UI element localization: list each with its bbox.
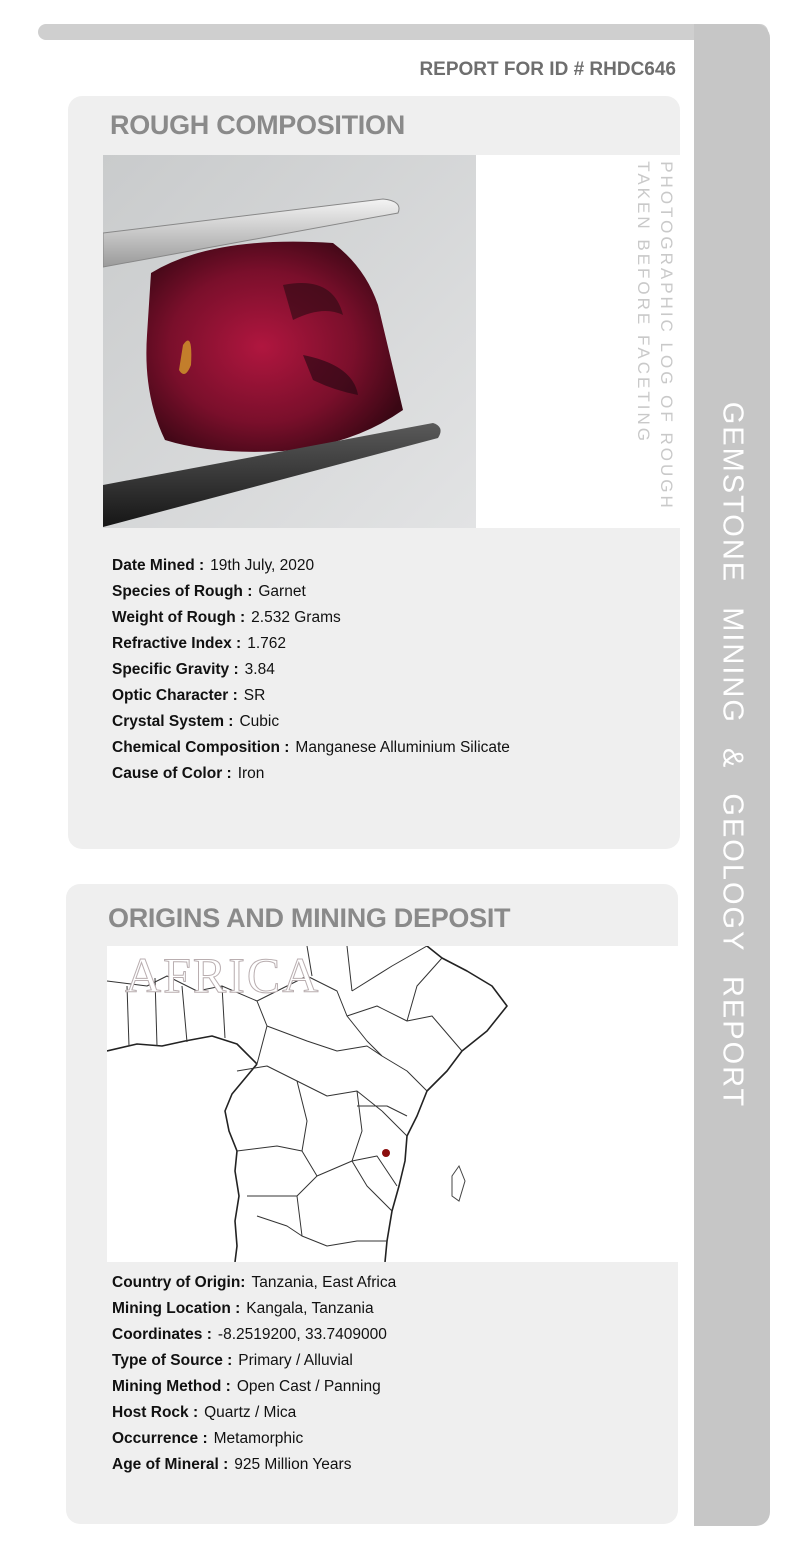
property-value: Metamorphic: [213, 1430, 304, 1447]
property-value: 2.532 Grams: [251, 609, 341, 626]
property-row: [112, 1298, 396, 1324]
property-row: [112, 607, 510, 633]
africa-map: [107, 946, 678, 1262]
property-row: [112, 1402, 396, 1428]
property-label: Specific Gravity :: [112, 661, 239, 678]
property-row: [112, 737, 510, 763]
property-value: SR: [243, 687, 266, 704]
origin-properties-list: [112, 1272, 396, 1480]
property-value: Iron: [237, 765, 265, 782]
property-row: [112, 1428, 396, 1454]
property-row: [112, 763, 510, 789]
mine-location-marker: [382, 1149, 390, 1157]
property-row: [112, 711, 510, 737]
property-row: [112, 1376, 396, 1402]
property-row: [112, 659, 510, 685]
property-label: Mining Method :: [112, 1378, 231, 1395]
report-id: REPORT FOR ID # RHDC646: [419, 59, 676, 80]
property-value: Kangala, Tanzania: [246, 1300, 374, 1317]
report-title: GEMSTONE MINING & GEOLOGY REPORT: [716, 401, 749, 1109]
property-value: Manganese Alluminium Silicate: [295, 739, 510, 756]
property-label: Mining Location :: [112, 1300, 241, 1317]
property-label: Occurrence :: [112, 1430, 208, 1447]
property-value: 19th July, 2020: [210, 557, 315, 574]
photo-caption: [632, 161, 678, 511]
origins-heading: ORIGINS AND MINING DEPOSIT: [108, 903, 511, 933]
property-row: [112, 1454, 396, 1480]
rough-composition-heading: ROUGH COMPOSITION: [110, 110, 405, 140]
property-label: Date Mined :: [112, 557, 205, 574]
rough-photo-area: [103, 155, 680, 528]
property-row: [112, 1350, 396, 1376]
property-row: [112, 1272, 396, 1298]
property-label: Refractive Index :: [112, 635, 242, 652]
property-value: Open Cast / Panning: [236, 1378, 381, 1395]
header-bar: [38, 24, 768, 40]
property-label: Optic Character :: [112, 687, 238, 704]
property-label: Host Rock :: [112, 1404, 199, 1421]
garnet-rough-photo: [103, 155, 476, 528]
property-value: Primary / Alluvial: [238, 1352, 353, 1369]
property-label: Age of Mineral :: [112, 1456, 229, 1473]
property-label: Chemical Composition :: [112, 739, 290, 756]
property-value: Quartz / Mica: [204, 1404, 297, 1421]
property-row: [112, 633, 510, 659]
property-row: [112, 555, 510, 581]
property-value: 3.84: [244, 661, 275, 678]
property-row: [112, 1324, 396, 1350]
property-label: Coordinates :: [112, 1326, 212, 1343]
property-value: Tanzania, East Africa: [251, 1274, 397, 1291]
photo-caption-line-2: TAKEN BEFORE FACETING: [634, 161, 653, 444]
photo-caption-line-1: PHOTOGRAPHIC LOG OF ROUGH: [657, 161, 676, 511]
property-value: -8.2519200, 33.7409000: [217, 1326, 387, 1343]
property-value: 925 Million Years: [234, 1456, 352, 1473]
map-region-label: AFRICA: [125, 947, 321, 1003]
property-label: Type of Source :: [112, 1352, 233, 1369]
property-row: [112, 581, 510, 607]
property-label: Country of Origin:: [112, 1274, 246, 1291]
property-value: 1.762: [247, 635, 287, 652]
property-label: Crystal System :: [112, 713, 234, 730]
property-value: Cubic: [239, 713, 280, 730]
property-label: Cause of Color :: [112, 765, 232, 782]
rough-properties-list: [112, 555, 510, 789]
property-row: [112, 685, 510, 711]
property-value: Garnet: [258, 583, 306, 600]
property-label: Weight of Rough :: [112, 609, 246, 626]
property-label: Species of Rough :: [112, 583, 253, 600]
